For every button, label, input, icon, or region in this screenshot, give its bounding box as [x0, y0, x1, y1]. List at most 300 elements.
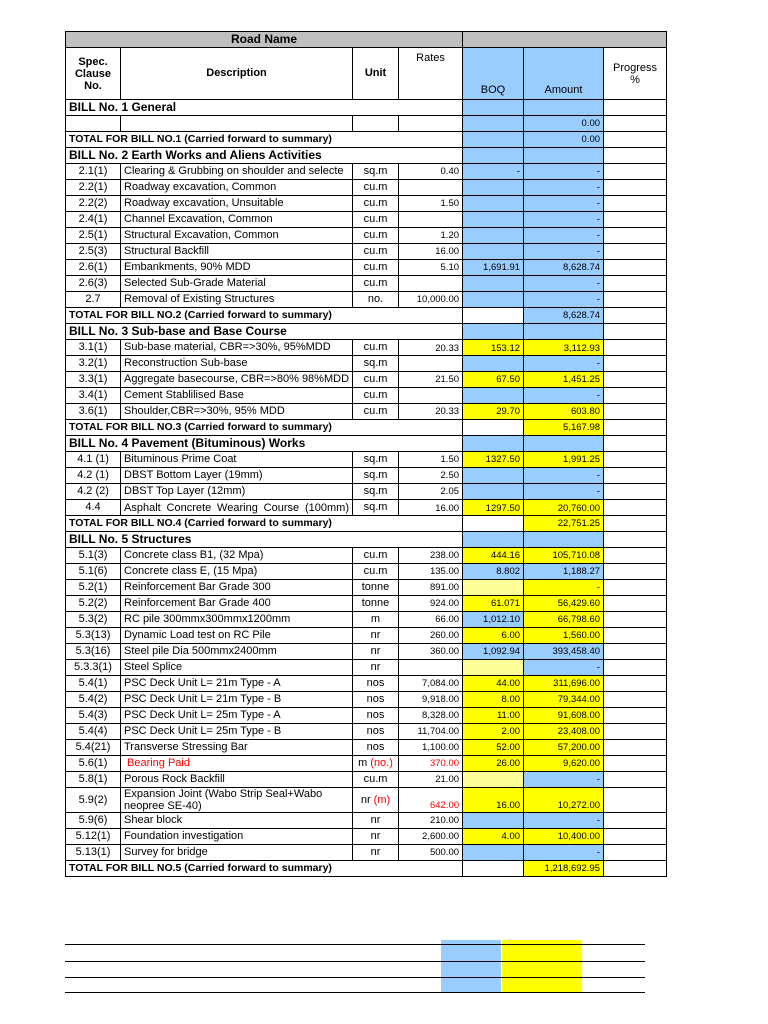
boq-cell[interactable] [463, 356, 524, 372]
bill-title: BILL No. 2 Earth Works and Aliens Activities [66, 148, 463, 164]
amount-cell[interactable]: 8,628.74 [524, 260, 604, 276]
spec-clause-cell: 5.4(2) [66, 692, 121, 708]
progress-cell[interactable] [604, 532, 667, 548]
unit-text: sq.m [363, 165, 388, 177]
boq-cell[interactable] [463, 324, 524, 340]
table-row [66, 548, 667, 564]
progress-cell[interactable] [604, 164, 667, 180]
table-row [66, 813, 667, 829]
unit-text: nr [370, 846, 381, 858]
spec-clause-cell: 3.4(1) [66, 388, 121, 404]
rate-cell[interactable]: 360.00 [399, 644, 463, 660]
rate-cell[interactable] [399, 660, 463, 676]
unit-cell [353, 548, 399, 564]
progress-cell[interactable] [604, 628, 667, 644]
table-row [66, 404, 667, 420]
amount-cell[interactable]: 105,710.08 [524, 548, 604, 564]
boq-cell[interactable] [463, 484, 524, 500]
progress-cell[interactable] [604, 372, 667, 388]
boq-cell[interactable]: 29.70 [463, 404, 524, 420]
progress-cell[interactable] [604, 708, 667, 724]
spec-clause-cell: 5.13(1) [66, 845, 121, 861]
description-cell: PSC Deck Unit L= 25m Type - B [121, 724, 353, 740]
rate-cell[interactable]: 1.50 [399, 452, 463, 468]
description-cell: Foundation investigation [121, 829, 353, 845]
progress-cell[interactable] [604, 788, 667, 813]
unit-cell [353, 564, 399, 580]
boq-cell[interactable]: 1327.50 [463, 452, 524, 468]
rate-cell[interactable]: 210.00 [399, 813, 463, 829]
unit-cell [353, 164, 399, 180]
bill-total-row [66, 861, 667, 877]
unit-text: cu.m [363, 261, 388, 273]
spec-clause-cell: 2.4(1) [66, 212, 121, 228]
amount-cell[interactable]: 3,112.93 [524, 340, 604, 356]
boq-cell[interactable]: 1,092.94 [463, 644, 524, 660]
amount-cell[interactable]: 1,188.27 [524, 564, 604, 580]
amount-cell[interactable] [524, 100, 604, 116]
unit-text: cu.m [363, 181, 388, 193]
progress-cell[interactable] [604, 516, 667, 532]
description-cell: Roadway excavation, Common [121, 180, 353, 196]
amount-cell[interactable]: - [524, 580, 604, 596]
rate-cell[interactable]: 891.00 [399, 580, 463, 596]
amount-cell[interactable]: 23,408.00 [524, 724, 604, 740]
progress-cell[interactable] [604, 196, 667, 212]
progress-cell[interactable] [604, 861, 667, 877]
rate-cell[interactable]: 2.50 [399, 468, 463, 484]
progress-cell[interactable] [604, 404, 667, 420]
progress-cell[interactable] [604, 660, 667, 676]
amount-cell[interactable]: 1,991.25 [524, 452, 604, 468]
amount-cell[interactable]: 311,696.00 [524, 676, 604, 692]
progress-cell[interactable] [604, 644, 667, 660]
spec-clause-cell: 5.8(1) [66, 772, 121, 788]
rate-cell[interactable] [399, 388, 463, 404]
rate-cell[interactable]: 11,704.00 [399, 724, 463, 740]
progress-cell[interactable] [604, 260, 667, 276]
progress-cell[interactable] [604, 132, 667, 148]
table-row [66, 228, 667, 244]
boq-cell[interactable] [463, 148, 524, 164]
unit-cell [353, 756, 399, 772]
header-amount: Amount [524, 48, 604, 100]
rate-cell[interactable]: 9,918.00 [399, 692, 463, 708]
rate-cell[interactable]: 0.40 [399, 164, 463, 180]
boq-cell[interactable]: 1297.50 [463, 500, 524, 516]
bill-total-label: TOTAL FOR BILL NO.3 (Carried forward to summary) [66, 420, 463, 436]
boq-cell[interactable] [463, 468, 524, 484]
unit-cell [353, 468, 399, 484]
boq-cell[interactable] [463, 308, 524, 324]
boq-cell[interactable] [463, 276, 524, 292]
boq-cell[interactable] [463, 660, 524, 676]
amount-cell[interactable]: 0.00 [524, 132, 604, 148]
amount-cell[interactable]: - [524, 212, 604, 228]
table-row [66, 564, 667, 580]
unit-cell [353, 788, 399, 813]
amount-cell[interactable]: - [524, 845, 604, 861]
rate-cell[interactable]: 16.00 [399, 500, 463, 516]
rate-cell[interactable] [399, 276, 463, 292]
boq-cell[interactable]: 67.50 [463, 372, 524, 388]
progress-cell[interactable] [604, 356, 667, 372]
unit-text: cu.m [363, 277, 388, 289]
amount-cell[interactable] [524, 324, 604, 340]
progress-cell[interactable] [604, 548, 667, 564]
progress-cell[interactable] [604, 452, 667, 468]
description-cell: Clearing & Grubbing on shoulder and selecte [121, 164, 353, 180]
amount-cell[interactable]: - [524, 388, 604, 404]
description-cell: RC pile 300mmx300mmx1200mm [121, 612, 353, 628]
description-cell: Transverse Stressing Bar [121, 740, 353, 756]
table-row [66, 244, 667, 260]
description-cell: Bearing Paid [121, 756, 353, 772]
boq-cell[interactable]: 52.00 [463, 740, 524, 756]
progress-cell[interactable] [604, 484, 667, 500]
boq-cell[interactable] [463, 388, 524, 404]
spec-clause-cell: 2.5(3) [66, 244, 121, 260]
rate-cell[interactable]: 1.50 [399, 196, 463, 212]
progress-cell[interactable] [604, 772, 667, 788]
progress-cell[interactable] [604, 756, 667, 772]
unit-cell [353, 772, 399, 788]
amount-cell[interactable]: - [524, 772, 604, 788]
rate-cell[interactable]: 260.00 [399, 628, 463, 644]
description-cell: Expansion Joint (Wabo Strip Seal+Wabo neopree SE-40) [121, 788, 353, 813]
boq-cell[interactable] [463, 196, 524, 212]
bill-title: BILL No. 3 Sub-base and Base Course [66, 324, 463, 340]
blank-amount-cells[interactable] [502, 940, 582, 992]
boq-cell[interactable]: 6.00 [463, 628, 524, 644]
table-row [66, 372, 667, 388]
amount-cell[interactable]: 79,344.00 [524, 692, 604, 708]
progress-cell[interactable] [604, 292, 667, 308]
description-cell: DBST Top Layer (12mm) [121, 484, 353, 500]
spec-clause-cell: 5.12(1) [66, 829, 121, 845]
rate-cell[interactable]: 500.00 [399, 845, 463, 861]
progress-cell[interactable] [604, 468, 667, 484]
amount-cell[interactable]: 603.80 [524, 404, 604, 420]
progress-cell[interactable] [604, 340, 667, 356]
boq-cell[interactable] [463, 420, 524, 436]
rate-cell[interactable]: 10,000.00 [399, 292, 463, 308]
amount-cell[interactable]: 66,798.60 [524, 612, 604, 628]
rate-cell[interactable]: 16.00 [399, 244, 463, 260]
amount-cell[interactable]: - [524, 196, 604, 212]
description-cell: Structural Excavation, Common [121, 228, 353, 244]
amount-cell[interactable]: 8,628.74 [524, 308, 604, 324]
progress-cell[interactable] [604, 829, 667, 845]
progress-cell[interactable] [604, 148, 667, 164]
rate-cell[interactable]: 370.00 [399, 756, 463, 772]
amount-cell[interactable] [524, 532, 604, 548]
amount-cell[interactable]: 393,458.40 [524, 644, 604, 660]
boq-cell[interactable]: 16.00 [463, 788, 524, 813]
amount-cell[interactable]: - [524, 813, 604, 829]
boq-cell[interactable]: 1,012.10 [463, 612, 524, 628]
rate-cell[interactable]: 5.10 [399, 260, 463, 276]
bill-total-row [66, 516, 667, 532]
amount-cell[interactable]: 10,400.00 [524, 829, 604, 845]
rate-cell[interactable]: 7,084.00 [399, 676, 463, 692]
spec-clause-cell: 5.1(6) [66, 564, 121, 580]
amount-cell[interactable]: - [524, 468, 604, 484]
progress-cell[interactable] [604, 724, 667, 740]
boq-cell[interactable] [463, 580, 524, 596]
progress-cell[interactable] [604, 500, 667, 516]
boq-cell[interactable]: 2.00 [463, 724, 524, 740]
boq-cell[interactable] [463, 228, 524, 244]
progress-cell[interactable] [604, 212, 667, 228]
bill-title: BILL No. 1 General [66, 100, 463, 116]
road-name-value[interactable] [463, 32, 667, 48]
progress-cell[interactable] [604, 596, 667, 612]
boq-cell[interactable] [463, 845, 524, 861]
boq-cell[interactable]: 8.00 [463, 692, 524, 708]
progress-cell[interactable] [604, 676, 667, 692]
row-divider [65, 961, 645, 962]
blank-boq-cells[interactable] [441, 940, 501, 992]
rate-cell[interactable]: 2.05 [399, 484, 463, 500]
boq-cell[interactable] [463, 516, 524, 532]
rate-cell[interactable]: 21.50 [399, 372, 463, 388]
progress-cell[interactable] [604, 100, 667, 116]
unit-text: nr [370, 814, 381, 826]
spec-clause-cell: 5.2(1) [66, 580, 121, 596]
progress-cell[interactable] [604, 228, 667, 244]
unit-text: m [370, 613, 381, 625]
boq-cell[interactable] [463, 436, 524, 452]
amount-cell[interactable]: 9,620.00 [524, 756, 604, 772]
unit-text: no. [367, 293, 384, 305]
unit-text: cu.m [363, 341, 388, 353]
spec-clause-cell: 2.6(1) [66, 260, 121, 276]
spec-clause-cell: 5.4(1) [66, 676, 121, 692]
amount-cell[interactable]: 91,608.00 [524, 708, 604, 724]
unit-cell [353, 404, 399, 420]
rate-cell[interactable] [399, 116, 463, 132]
unit-note: (m) [373, 793, 391, 806]
rate-cell[interactable]: 21.00 [399, 772, 463, 788]
table-row [66, 756, 667, 772]
bill-title-row [66, 100, 667, 116]
progress-cell[interactable] [604, 845, 667, 861]
unit-text: sq.m [363, 469, 388, 481]
description-cell: Steel Splice [121, 660, 353, 676]
boq-cell[interactable]: 444.16 [463, 548, 524, 564]
spec-clause-cell: 4.4 [66, 500, 121, 516]
amount-cell[interactable]: 57,200.00 [524, 740, 604, 756]
boq-cell[interactable] [463, 532, 524, 548]
bill-title: BILL No. 5 Structures [66, 532, 463, 548]
rate-cell[interactable]: 1,100.00 [399, 740, 463, 756]
amount-cell[interactable]: - [524, 484, 604, 500]
rate-cell[interactable]: 8,328.00 [399, 708, 463, 724]
spec-clause-cell: 2.5(1) [66, 228, 121, 244]
rate-cell[interactable] [399, 356, 463, 372]
unit-cell [353, 116, 399, 132]
rate-cell[interactable]: 66.00 [399, 612, 463, 628]
description-cell: PSC Deck Unit L= 21m Type - A [121, 676, 353, 692]
unit-cell [353, 580, 399, 596]
table-row [66, 692, 667, 708]
description-cell: Steel pile Dia 500mmx2400mm [121, 644, 353, 660]
progress-cell[interactable] [604, 180, 667, 196]
amount-cell[interactable]: 1,560.00 [524, 628, 604, 644]
unit-cell [353, 196, 399, 212]
rate-cell[interactable]: 20.33 [399, 340, 463, 356]
table-row [66, 196, 667, 212]
unit-text: nr [360, 793, 371, 806]
unit-text: sq.m [363, 357, 388, 369]
unit-cell [353, 813, 399, 829]
amount-cell[interactable]: 10,272.00 [524, 788, 604, 813]
amount-cell[interactable]: 1,451.25 [524, 372, 604, 388]
spec-clause-cell: 2.6(3) [66, 276, 121, 292]
row-divider [65, 992, 645, 993]
progress-cell[interactable] [604, 740, 667, 756]
progress-cell[interactable] [604, 612, 667, 628]
amount-cell[interactable]: - [524, 180, 604, 196]
rate-cell[interactable]: 238.00 [399, 548, 463, 564]
amount-cell[interactable] [524, 148, 604, 164]
table-row [66, 484, 667, 500]
boq-cell[interactable]: 8.802 [463, 564, 524, 580]
boq-cell[interactable]: - [463, 164, 524, 180]
progress-cell[interactable] [604, 244, 667, 260]
progress-cell[interactable] [604, 388, 667, 404]
header-spec: Spec. Clause No. [66, 48, 121, 100]
description-cell: Roadway excavation, Unsuitable [121, 196, 353, 212]
description-cell [121, 116, 353, 132]
boq-cell[interactable]: 26.00 [463, 756, 524, 772]
road-name: Road Name [66, 32, 463, 48]
boq-cell[interactable] [463, 180, 524, 196]
unit-cell [353, 484, 399, 500]
unit-text: sq.m [363, 501, 388, 513]
progress-cell[interactable] [604, 308, 667, 324]
unit-text: m [358, 757, 368, 769]
unit-cell [353, 372, 399, 388]
spec-clause-cell: 4.2 (1) [66, 468, 121, 484]
boq-cell[interactable]: 11.00 [463, 708, 524, 724]
spec-clause-cell: 4.1 (1) [66, 452, 121, 468]
boq-cell[interactable]: 61.071 [463, 596, 524, 612]
description-cell: PSC Deck Unit L= 25m Type - A [121, 708, 353, 724]
boq-table [65, 31, 667, 877]
amount-cell[interactable]: 5,167.98 [524, 420, 604, 436]
boq-cell[interactable]: 1,691.91 [463, 260, 524, 276]
rate-cell[interactable]: 135.00 [399, 564, 463, 580]
spec-clause-cell: 5.3(2) [66, 612, 121, 628]
spec-clause-cell: 5.2(2) [66, 596, 121, 612]
boq-cell[interactable]: 4.00 [463, 829, 524, 845]
rate-cell[interactable]: 2,600.00 [399, 829, 463, 845]
progress-cell[interactable] [604, 564, 667, 580]
rate-cell[interactable]: 20.33 [399, 404, 463, 420]
table-row [66, 628, 667, 644]
bill-total-row [66, 420, 667, 436]
spec-clause-cell: 3.6(1) [66, 404, 121, 420]
amount-cell[interactable]: 56,429.60 [524, 596, 604, 612]
progress-cell[interactable] [604, 324, 667, 340]
amount-cell[interactable] [524, 436, 604, 452]
boq-cell[interactable] [463, 772, 524, 788]
unit-cell [353, 452, 399, 468]
rate-cell[interactable] [399, 180, 463, 196]
boq-cell[interactable]: 153.12 [463, 340, 524, 356]
unit-text: cu.m [363, 565, 388, 577]
progress-cell[interactable] [604, 436, 667, 452]
spec-clause-cell: 5.1(3) [66, 548, 121, 564]
progress-cell[interactable] [604, 813, 667, 829]
unit-text: tonne [361, 581, 390, 593]
amount-cell[interactable]: - [524, 164, 604, 180]
progress-cell[interactable] [604, 276, 667, 292]
table-row [66, 164, 667, 180]
boq-cell[interactable] [463, 292, 524, 308]
description-cell: Cement Stablilised Base [121, 388, 353, 404]
spec-clause-cell: 5.3.3(1) [66, 660, 121, 676]
rate-cell[interactable]: 642.00 [399, 788, 463, 813]
description-cell: Reinforcement Bar Grade 300 [121, 580, 353, 596]
progress-cell[interactable] [604, 116, 667, 132]
boq-cell[interactable] [463, 244, 524, 260]
amount-cell[interactable]: - [524, 276, 604, 292]
amount-cell[interactable]: - [524, 228, 604, 244]
boq-cell[interactable] [463, 116, 524, 132]
unit-cell [353, 612, 399, 628]
progress-cell[interactable] [604, 692, 667, 708]
spec-clause-cell: 2.7 [66, 292, 121, 308]
boq-cell[interactable] [463, 100, 524, 116]
rate-cell[interactable]: 924.00 [399, 596, 463, 612]
rate-cell[interactable] [399, 212, 463, 228]
unit-cell [353, 292, 399, 308]
amount-cell[interactable]: - [524, 356, 604, 372]
progress-cell[interactable] [604, 420, 667, 436]
unit-text: nos [366, 677, 385, 689]
amount-cell[interactable]: 22,751.25 [524, 516, 604, 532]
rate-cell[interactable]: 1.20 [399, 228, 463, 244]
description-cell: Embankments, 90% MDD [121, 260, 353, 276]
description-cell: Aggregate basecourse, CBR=>80% 98%MDD [121, 372, 353, 388]
boq-cell[interactable]: 44.00 [463, 676, 524, 692]
amount-cell[interactable]: 20,760.00 [524, 500, 604, 516]
amount-cell[interactable]: 0.00 [524, 116, 604, 132]
bill-title-row [66, 436, 667, 452]
bill-title-row [66, 324, 667, 340]
amount-cell[interactable]: - [524, 660, 604, 676]
unit-cell [353, 244, 399, 260]
unit-text: cu.m [363, 549, 388, 561]
unit-text: nr [370, 661, 381, 673]
amount-cell[interactable]: 1,218,692.95 [524, 861, 604, 877]
spec-clause-cell: 5.4(3) [66, 708, 121, 724]
boq-cell[interactable] [463, 861, 524, 877]
unit-text: cu.m [363, 197, 388, 209]
amount-cell[interactable]: - [524, 244, 604, 260]
progress-cell[interactable] [604, 580, 667, 596]
bill-title-row [66, 148, 667, 164]
amount-cell[interactable]: - [524, 292, 604, 308]
boq-cell[interactable] [463, 813, 524, 829]
bill-title-row [66, 532, 667, 548]
description-cell: Dynamic Load test on RC Pile [121, 628, 353, 644]
boq-cell[interactable] [463, 132, 524, 148]
boq-cell[interactable] [463, 212, 524, 228]
